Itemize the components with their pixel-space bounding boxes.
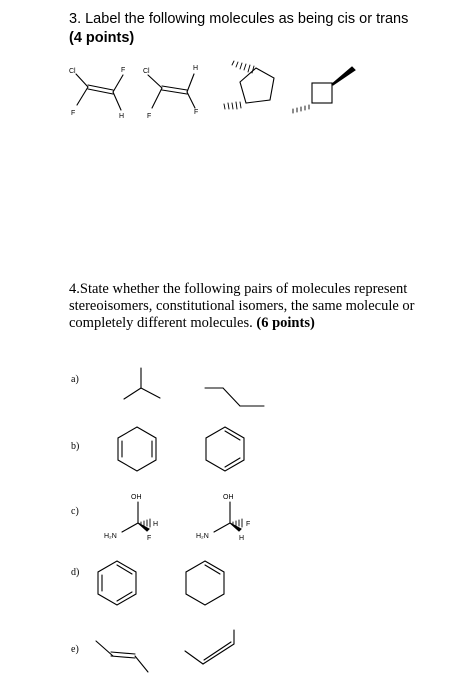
atom-oh: OH: [131, 494, 142, 501]
atom-f: F: [246, 521, 251, 528]
part-a-label: a): [71, 374, 79, 385]
atom-f: F: [71, 110, 76, 117]
atom-f: F: [121, 67, 126, 74]
part-b-right-cyclohexadiene: [206, 427, 244, 471]
question-4-text: 4.State whether the following pairs of molecules represent stereoisomers, constitutional isomers, the same molecule or completely different molecules.: [69, 281, 415, 331]
part-b-label: b): [71, 441, 80, 452]
atom-nh2: H₂N: [196, 533, 209, 540]
q3-cyclobutane: [293, 67, 355, 113]
part-d-right-cyclohexene: [186, 561, 224, 605]
part-c-right-molecule: [196, 494, 250, 542]
part-c-label: c): [71, 506, 79, 517]
atom-h: H: [193, 65, 199, 72]
atom-cl: Cl: [69, 68, 76, 75]
part-a-left-isobutane: [124, 368, 160, 399]
atom-h: H: [119, 113, 125, 120]
atom-nh2: H₂N: [104, 533, 117, 540]
atom-f: F: [194, 109, 199, 116]
atom-h: H: [239, 535, 245, 542]
question-4-points: (6 points): [256, 315, 315, 331]
atom-f: F: [147, 535, 152, 542]
question-3-points: (4 points): [69, 30, 135, 46]
part-d-label: d): [71, 567, 80, 578]
atom-oh: OH: [223, 494, 234, 501]
part-d-left-benzene: [98, 561, 136, 605]
q3-molecule-2: [143, 65, 198, 120]
q3-cyclopentane: [224, 61, 274, 109]
atom-h: H: [153, 521, 159, 528]
part-e-left-alkene: [96, 641, 148, 672]
part-a-right-butane: [205, 388, 264, 406]
q3-molecule-1: [69, 67, 125, 120]
part-b-left-cyclohexadiene: [118, 427, 156, 471]
atom-f: F: [147, 113, 152, 120]
part-e-right-alkene: [185, 630, 234, 664]
part-e-label: e): [71, 644, 79, 655]
question-3-text: 3. Label the following molecules as being cis or trans: [69, 11, 409, 27]
part-c-left-molecule: [104, 494, 158, 542]
atom-cl: Cl: [143, 68, 150, 75]
